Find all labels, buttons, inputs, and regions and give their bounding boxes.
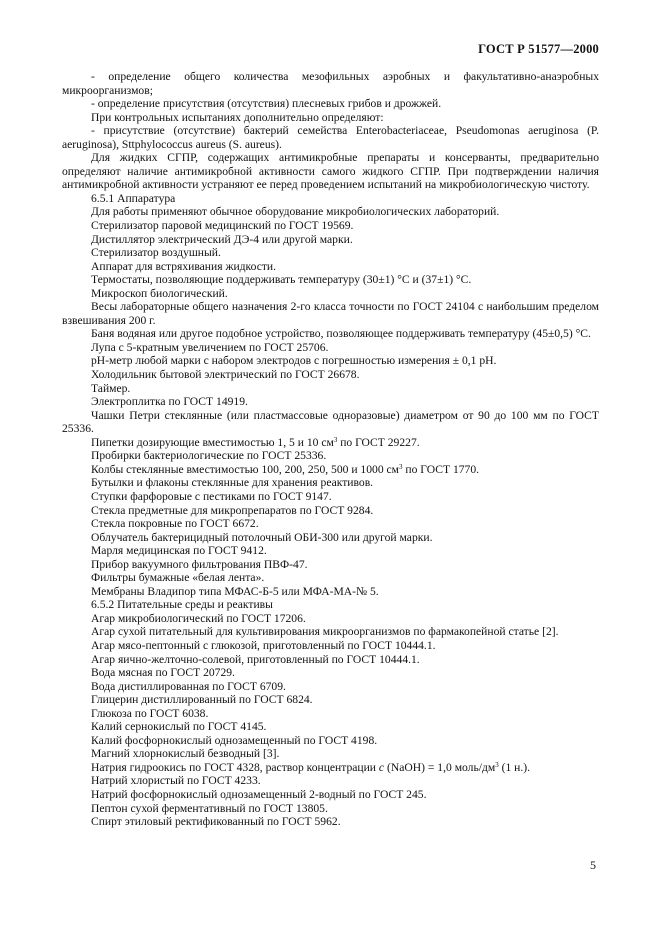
document-body xyxy=(62,70,599,829)
paragraph: Вода мясная по ГОСТ 20729. xyxy=(91,666,235,680)
paragraph: Спирт этиловый ректификованный по ГОСТ 5962. xyxy=(91,815,341,829)
paragraph: Прибор вакуумного фильтрования ПВФ-47. xyxy=(91,557,308,571)
paragraph: Облучатель бактерицидный потолочный ОБИ-300 или другой марки. xyxy=(91,530,433,544)
text-run: по ГОСТ 29227. xyxy=(337,435,420,449)
paragraph: Для жидких СГПР, содержащих антимикробные препараты и консерванты, предварительно определяют наличие антимикробной активности самого жидкого СГПР. При подтверждении наличия антимикробной активности устраняют ее перед проведением испытаний на микробиологическую чистоту. xyxy=(62,151,599,192)
text-run: Пипетки дозирующие вместимостью 1, 5 и 10 см xyxy=(91,435,334,449)
section-heading: 6.5.2 Питательные среды и реактивы xyxy=(91,598,273,612)
superscript: 3 xyxy=(399,462,403,471)
paragraph: Стерилизатор воздушный. xyxy=(91,246,221,260)
paragraph: Стерилизатор паровой медицинский по ГОСТ 19569. xyxy=(91,219,354,233)
paragraph: Дистиллятор электрический ДЭ-4 или другой марки. xyxy=(91,232,353,246)
paragraph: Марля медицинская по ГОСТ 9412. xyxy=(91,544,267,558)
paragraph: Натрий хлористый по ГОСТ 4233. xyxy=(91,774,261,788)
paragraph: Калий фосфорнокислый однозамещенный по ГОСТ 4198. xyxy=(91,733,378,747)
paragraph: Пробирки бактериологические по ГОСТ 25336. xyxy=(91,449,327,463)
paragraph: Термостаты, позволяющие поддерживать температуру (30±1) °С и (37±1) °С. xyxy=(91,273,472,287)
paragraph: Баня водяная или другое подобное устройство, позволяющее поддерживать температуру (45±0,5) °С. xyxy=(91,327,591,341)
superscript: 3 xyxy=(495,760,499,769)
paragraph: Пептон сухой ферментативный по ГОСТ 13805. xyxy=(91,801,328,815)
paragraph: Чашки Петри стеклянные (или пластмассовые одноразовые) диаметром от 90 до 100 мм по ГОСТ 25336. xyxy=(62,408,599,436)
paragraph: Стекла покровные по ГОСТ 6672. xyxy=(91,517,259,531)
paragraph: Вода дистиллированная по ГОСТ 6709. xyxy=(91,679,286,693)
paragraph: - определение присутствия (отсутствия) плесневых грибов и дрожжей. xyxy=(91,97,442,111)
standard-code-header: ГОСТ Р 51577—2000 xyxy=(478,42,599,56)
paragraph: Холодильник бытовой электрический по ГОСТ 26678. xyxy=(91,368,360,382)
paragraph: Агар яично-желточно-солевой, приготовленный по ГОСТ 10444.1. xyxy=(91,652,420,666)
paragraph xyxy=(62,463,599,477)
text-run: Натрия гидроокись по ГОСТ 4328, раствор концентрации xyxy=(91,760,377,774)
paragraph: Электроплитка по ГОСТ 14919. xyxy=(91,395,248,409)
text-run: (1 н.). xyxy=(498,760,531,774)
paragraph: Натрий фосфорнокислый однозамещенный 2-водный по ГОСТ 245. xyxy=(91,787,427,801)
paragraph: рН-метр любой марки с набором электродов с погрешностью измерения ± 0,1 рН. xyxy=(91,354,497,368)
paragraph: Ступки фарфоровые с пестиками по ГОСТ 9147. xyxy=(91,489,332,503)
paragraph: Глицерин дистиллированный по ГОСТ 6824. xyxy=(91,693,313,707)
paragraph: Стекла предметные для микропрепаратов по ГОСТ 9284. xyxy=(91,503,374,517)
superscript: 3 xyxy=(333,435,338,444)
paragraph xyxy=(62,761,599,775)
paragraph: Агар микробиологический по ГОСТ 17206. xyxy=(91,611,306,625)
text-run: Колбы стеклянные вместимостью 100, 200, 250, 500 и 1000 см xyxy=(91,462,399,476)
paragraph: Глюкоза по ГОСТ 6038. xyxy=(91,706,209,720)
paragraph: Фильтры бумажные «белая лента». xyxy=(91,571,265,585)
paragraph: Калий сернокислый по ГОСТ 4145. xyxy=(91,720,267,734)
paragraph: Мембраны Владипор типа МФАС-Б-5 или МФА-МА-№ 5. xyxy=(91,584,379,598)
paragraph: - определение общего количества мезофильных аэробных и факультативно-анаэробных микроорганизмов; xyxy=(62,70,599,97)
paragraph: Аппарат для встряхивания жидкости. xyxy=(91,259,277,273)
paragraph xyxy=(62,436,599,450)
paragraph: Таймер. xyxy=(91,381,131,395)
paragraph: Агар мясо-пептонный с глюкозой, приготовленный по ГОСТ 10444.1. xyxy=(91,638,436,652)
paragraph: - присутствие (отсутствие) бактерий семейства Enterobacteriaceae, Pseudomonas aeruginosa (P. aeruginosa), Sttphylococcus aureus (S. aureus). xyxy=(62,124,599,151)
text-run: (NaOH) = 1,0 моль/дм xyxy=(384,760,496,774)
concentration-symbol: c xyxy=(378,760,385,774)
paragraph: Магний хлорнокислый безводный [3]. xyxy=(91,747,280,761)
paragraph: Весы лабораторные общего назначения 2-го класса точности по ГОСТ 24104 с наибольшим пределом взвешивания 200 г. xyxy=(62,300,599,327)
text-run: по ГОСТ 1770. xyxy=(402,462,480,476)
paragraph: При контрольных испытаниях дополнительно определяют: xyxy=(91,110,384,124)
paragraph: Бутылки и флаконы стеклянные для хранения реактивов. xyxy=(91,476,374,490)
paragraph: Агар сухой питательный для культивирования микроорганизмов по фармакопейной статье [2]. xyxy=(91,625,559,639)
paragraph: Микроскоп биологический. xyxy=(91,286,228,300)
page-number: 5 xyxy=(590,858,596,872)
paragraph: Для работы применяют обычное оборудование микробиологических лабораторий. xyxy=(91,205,500,219)
paragraph: Лупа с 5-кратным увеличением по ГОСТ 25706. xyxy=(91,340,329,354)
section-heading: 6.5.1 Аппаратура xyxy=(91,191,176,205)
